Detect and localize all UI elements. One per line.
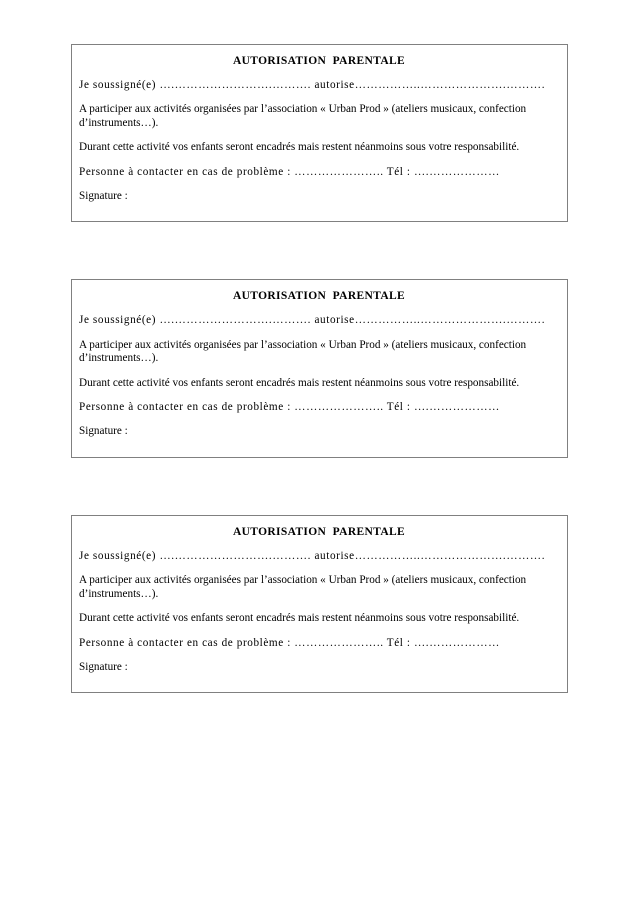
authorization-form-3 <box>71 515 568 693</box>
contact-line: Personne à contacter en cas de problème : ………………….. Tél : ….……………… <box>79 165 500 178</box>
contact-line: Personne à contacter en cas de problème : ………………….. Tél : ….……………… <box>79 401 500 414</box>
signature-line: Signature : <box>79 660 128 673</box>
participation-line: A participer aux activités organisées par l’association « Urban Prod » (ateliers musicaux, confection d’instruments…). <box>79 338 527 365</box>
supervision-line: Durant cette activité vos enfants seront encadrés mais restent néanmoins sous votre responsabilité. <box>79 376 520 389</box>
participation-line: A participer aux activités organisées par l’association « Urban Prod » (ateliers musicaux, confection d’instruments…). <box>79 574 527 600</box>
contact-line: Personne à contacter en cas de problème : ………………….. Tél : ….……………… <box>79 636 500 649</box>
undersigned-line: Je soussigné(e) ….…………………….………. autorise……………..………………….………. <box>79 79 546 91</box>
signature-line: Signature : <box>79 425 128 438</box>
authorization-form-2 <box>71 279 568 457</box>
form-title: AUTORISATION PARENTALE <box>232 525 406 538</box>
authorization-forms-stack <box>71 44 568 693</box>
supervision-line: Durant cette activité vos enfants seront encadrés mais restent néanmoins sous votre responsabilité. <box>79 612 520 625</box>
participation-line: A participer aux activités organisées par l’association « Urban Prod » (ateliers musicaux, confection d’instruments…). <box>79 103 527 129</box>
authorization-form-1 <box>71 44 568 222</box>
signature-line: Signature : <box>79 190 128 203</box>
form-title: AUTORISATION PARENTALE <box>232 290 406 303</box>
undersigned-line: Je soussigné(e) ….…………………….………. autorise……………..………………….………. <box>79 314 546 327</box>
form-title: AUTORISATION PARENTALE <box>232 55 406 67</box>
undersigned-line: Je soussigné(e) ….…………………….………. autorise……………..………………….………. <box>79 549 546 562</box>
supervision-line: Durant cette activité vos enfants seront encadrés mais restent néanmoins sous votre responsabilité. <box>79 141 520 154</box>
